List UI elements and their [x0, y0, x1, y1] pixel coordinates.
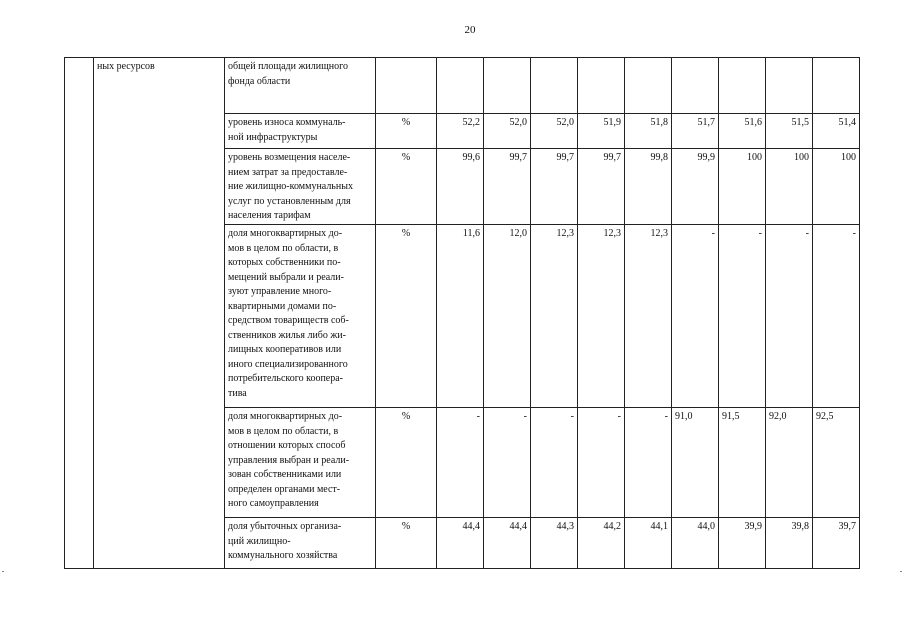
- value-text: 92,5: [816, 411, 834, 422]
- value-text: 52,2: [462, 117, 480, 128]
- value-cell: [672, 518, 719, 569]
- value-text: 99,6: [462, 152, 480, 163]
- value-text: 51,6: [744, 117, 762, 128]
- value-text: 44,1: [650, 521, 668, 532]
- value-cell: [484, 518, 531, 569]
- value-cell: [813, 518, 860, 569]
- value-cell: [578, 149, 625, 225]
- value-cell: [531, 114, 578, 149]
- value-text: 100: [747, 152, 762, 163]
- indicator-cell: [225, 225, 376, 408]
- value-text: -: [570, 411, 574, 422]
- value-text: -: [617, 411, 621, 422]
- value-cell: [766, 518, 813, 569]
- value-text: -: [523, 411, 527, 422]
- value-cell: [437, 114, 484, 149]
- indicator-cell: [225, 518, 376, 569]
- value-text: 44,2: [603, 521, 621, 532]
- value-cell: [813, 149, 860, 225]
- value-text: 52,0: [509, 117, 527, 128]
- value-text: 91,5: [722, 411, 740, 422]
- value-cell: [484, 58, 531, 114]
- value-cell: [484, 114, 531, 149]
- value-cell: [625, 225, 672, 408]
- value-text: 39,7: [838, 521, 856, 532]
- value-text: 39,8: [791, 521, 809, 532]
- value-cell: [578, 518, 625, 569]
- value-cell: [719, 114, 766, 149]
- indicator-text: уровень возмещения населе- нием затрат за предоставле- ние жилищно-коммунальных услуг по установленным для населения тарифам: [228, 152, 353, 221]
- value-text: -: [711, 228, 715, 239]
- value-text: -: [664, 411, 668, 422]
- value-text: 44,0: [697, 521, 715, 532]
- value-text: 100: [794, 152, 809, 163]
- indicator-cell: [225, 408, 376, 518]
- section-heading-cell: ных ресурсов: [94, 58, 225, 569]
- value-cell: [484, 408, 531, 518]
- scan-mark-left: [2, 571, 4, 572]
- value-cell: [766, 58, 813, 114]
- value-text: -: [476, 411, 480, 422]
- value-text: 51,8: [650, 117, 668, 128]
- value-text: 12,3: [603, 228, 621, 239]
- indicator-text: уровень износа коммуналь- ной инфраструктуры: [228, 117, 346, 143]
- value-cell: [531, 225, 578, 408]
- value-cell: [625, 114, 672, 149]
- value-cell: [531, 58, 578, 114]
- value-text: 11,6: [462, 228, 480, 239]
- scan-mark-right: [900, 571, 902, 572]
- unit-cell: %: [376, 518, 437, 569]
- value-cell: [672, 58, 719, 114]
- value-cell: [766, 408, 813, 518]
- value-text: 51,7: [697, 117, 715, 128]
- value-text: -: [852, 228, 856, 239]
- value-text: 12,0: [509, 228, 527, 239]
- value-cell: [531, 149, 578, 225]
- value-text: 12,3: [556, 228, 574, 239]
- indicator-cell: [225, 149, 376, 225]
- unit-cell: [376, 58, 437, 114]
- value-cell: [813, 58, 860, 114]
- value-text: 12,3: [650, 228, 668, 239]
- unit-cell: %: [376, 149, 437, 225]
- indicator-text: доля многоквартирных до- мов в целом по области, в отношении которых способ управления выбран и реали- зован собственниками или определен органами мест- ного самоуправления: [228, 411, 350, 509]
- value-cell: [437, 149, 484, 225]
- value-cell: [437, 225, 484, 408]
- indicator-text: доля многоквартирных до- мов в целом по области, в которых собственники по- мещений выбрали и реали- зуют управление много- квартирными домами по- средством товариществ соб- ственников жилья либо жи- лищных кооперативов или иного специализированного потребительского коопера- тива: [228, 228, 349, 399]
- value-cell: [578, 408, 625, 518]
- value-text: 44,4: [462, 521, 480, 532]
- value-cell: [813, 225, 860, 408]
- row-number-cell: [65, 58, 94, 569]
- page-number: 20: [464, 24, 476, 36]
- indicator-text: общей площади жилищного фонда области: [228, 61, 349, 87]
- value-cell: [437, 58, 484, 114]
- indicator-text: доля убыточных организа- ций жилищно- коммунального хозяйства: [228, 521, 342, 561]
- value-cell: [719, 149, 766, 225]
- value-text: 99,7: [509, 152, 527, 163]
- value-text: 99,8: [650, 152, 668, 163]
- value-cell: [531, 408, 578, 518]
- unit-cell: %: [376, 225, 437, 408]
- value-text: 99,9: [697, 152, 715, 163]
- value-cell: [625, 149, 672, 225]
- value-text: -: [805, 228, 809, 239]
- table-row: [65, 58, 860, 114]
- value-cell: [672, 114, 719, 149]
- value-cell: [766, 114, 813, 149]
- unit-cell: %: [376, 114, 437, 149]
- value-text: 44,3: [556, 521, 574, 532]
- value-cell: [672, 149, 719, 225]
- value-cell: [578, 58, 625, 114]
- value-cell: [437, 408, 484, 518]
- value-text: 51,5: [791, 117, 809, 128]
- value-text: -: [758, 228, 762, 239]
- value-text: 51,9: [603, 117, 621, 128]
- value-text: 52,0: [556, 117, 574, 128]
- value-text: 100: [841, 152, 856, 163]
- value-text: 99,7: [556, 152, 574, 163]
- value-cell: [625, 58, 672, 114]
- indicator-cell: [225, 114, 376, 149]
- value-text: 44,4: [509, 521, 527, 532]
- value-cell: [625, 408, 672, 518]
- value-cell: [813, 114, 860, 149]
- value-cell: [719, 58, 766, 114]
- value-cell: [719, 408, 766, 518]
- value-text: 51,4: [838, 117, 856, 128]
- value-cell: [672, 408, 719, 518]
- value-cell: [578, 114, 625, 149]
- indicator-cell: [225, 58, 376, 114]
- value-cell: [484, 149, 531, 225]
- value-cell: [578, 225, 625, 408]
- indicators-table: [64, 57, 860, 569]
- value-text: 99,7: [603, 152, 621, 163]
- value-text: 92,0: [769, 411, 787, 422]
- value-cell: [625, 518, 672, 569]
- value-text: 39,9: [744, 521, 762, 532]
- value-cell: [719, 225, 766, 408]
- value-text: 91,0: [675, 411, 693, 422]
- value-cell: [531, 518, 578, 569]
- value-cell: [766, 225, 813, 408]
- unit-cell: %: [376, 408, 437, 518]
- value-cell: [813, 408, 860, 518]
- value-cell: [484, 225, 531, 408]
- value-cell: [719, 518, 766, 569]
- value-cell: [766, 149, 813, 225]
- value-cell: [672, 225, 719, 408]
- value-cell: [437, 518, 484, 569]
